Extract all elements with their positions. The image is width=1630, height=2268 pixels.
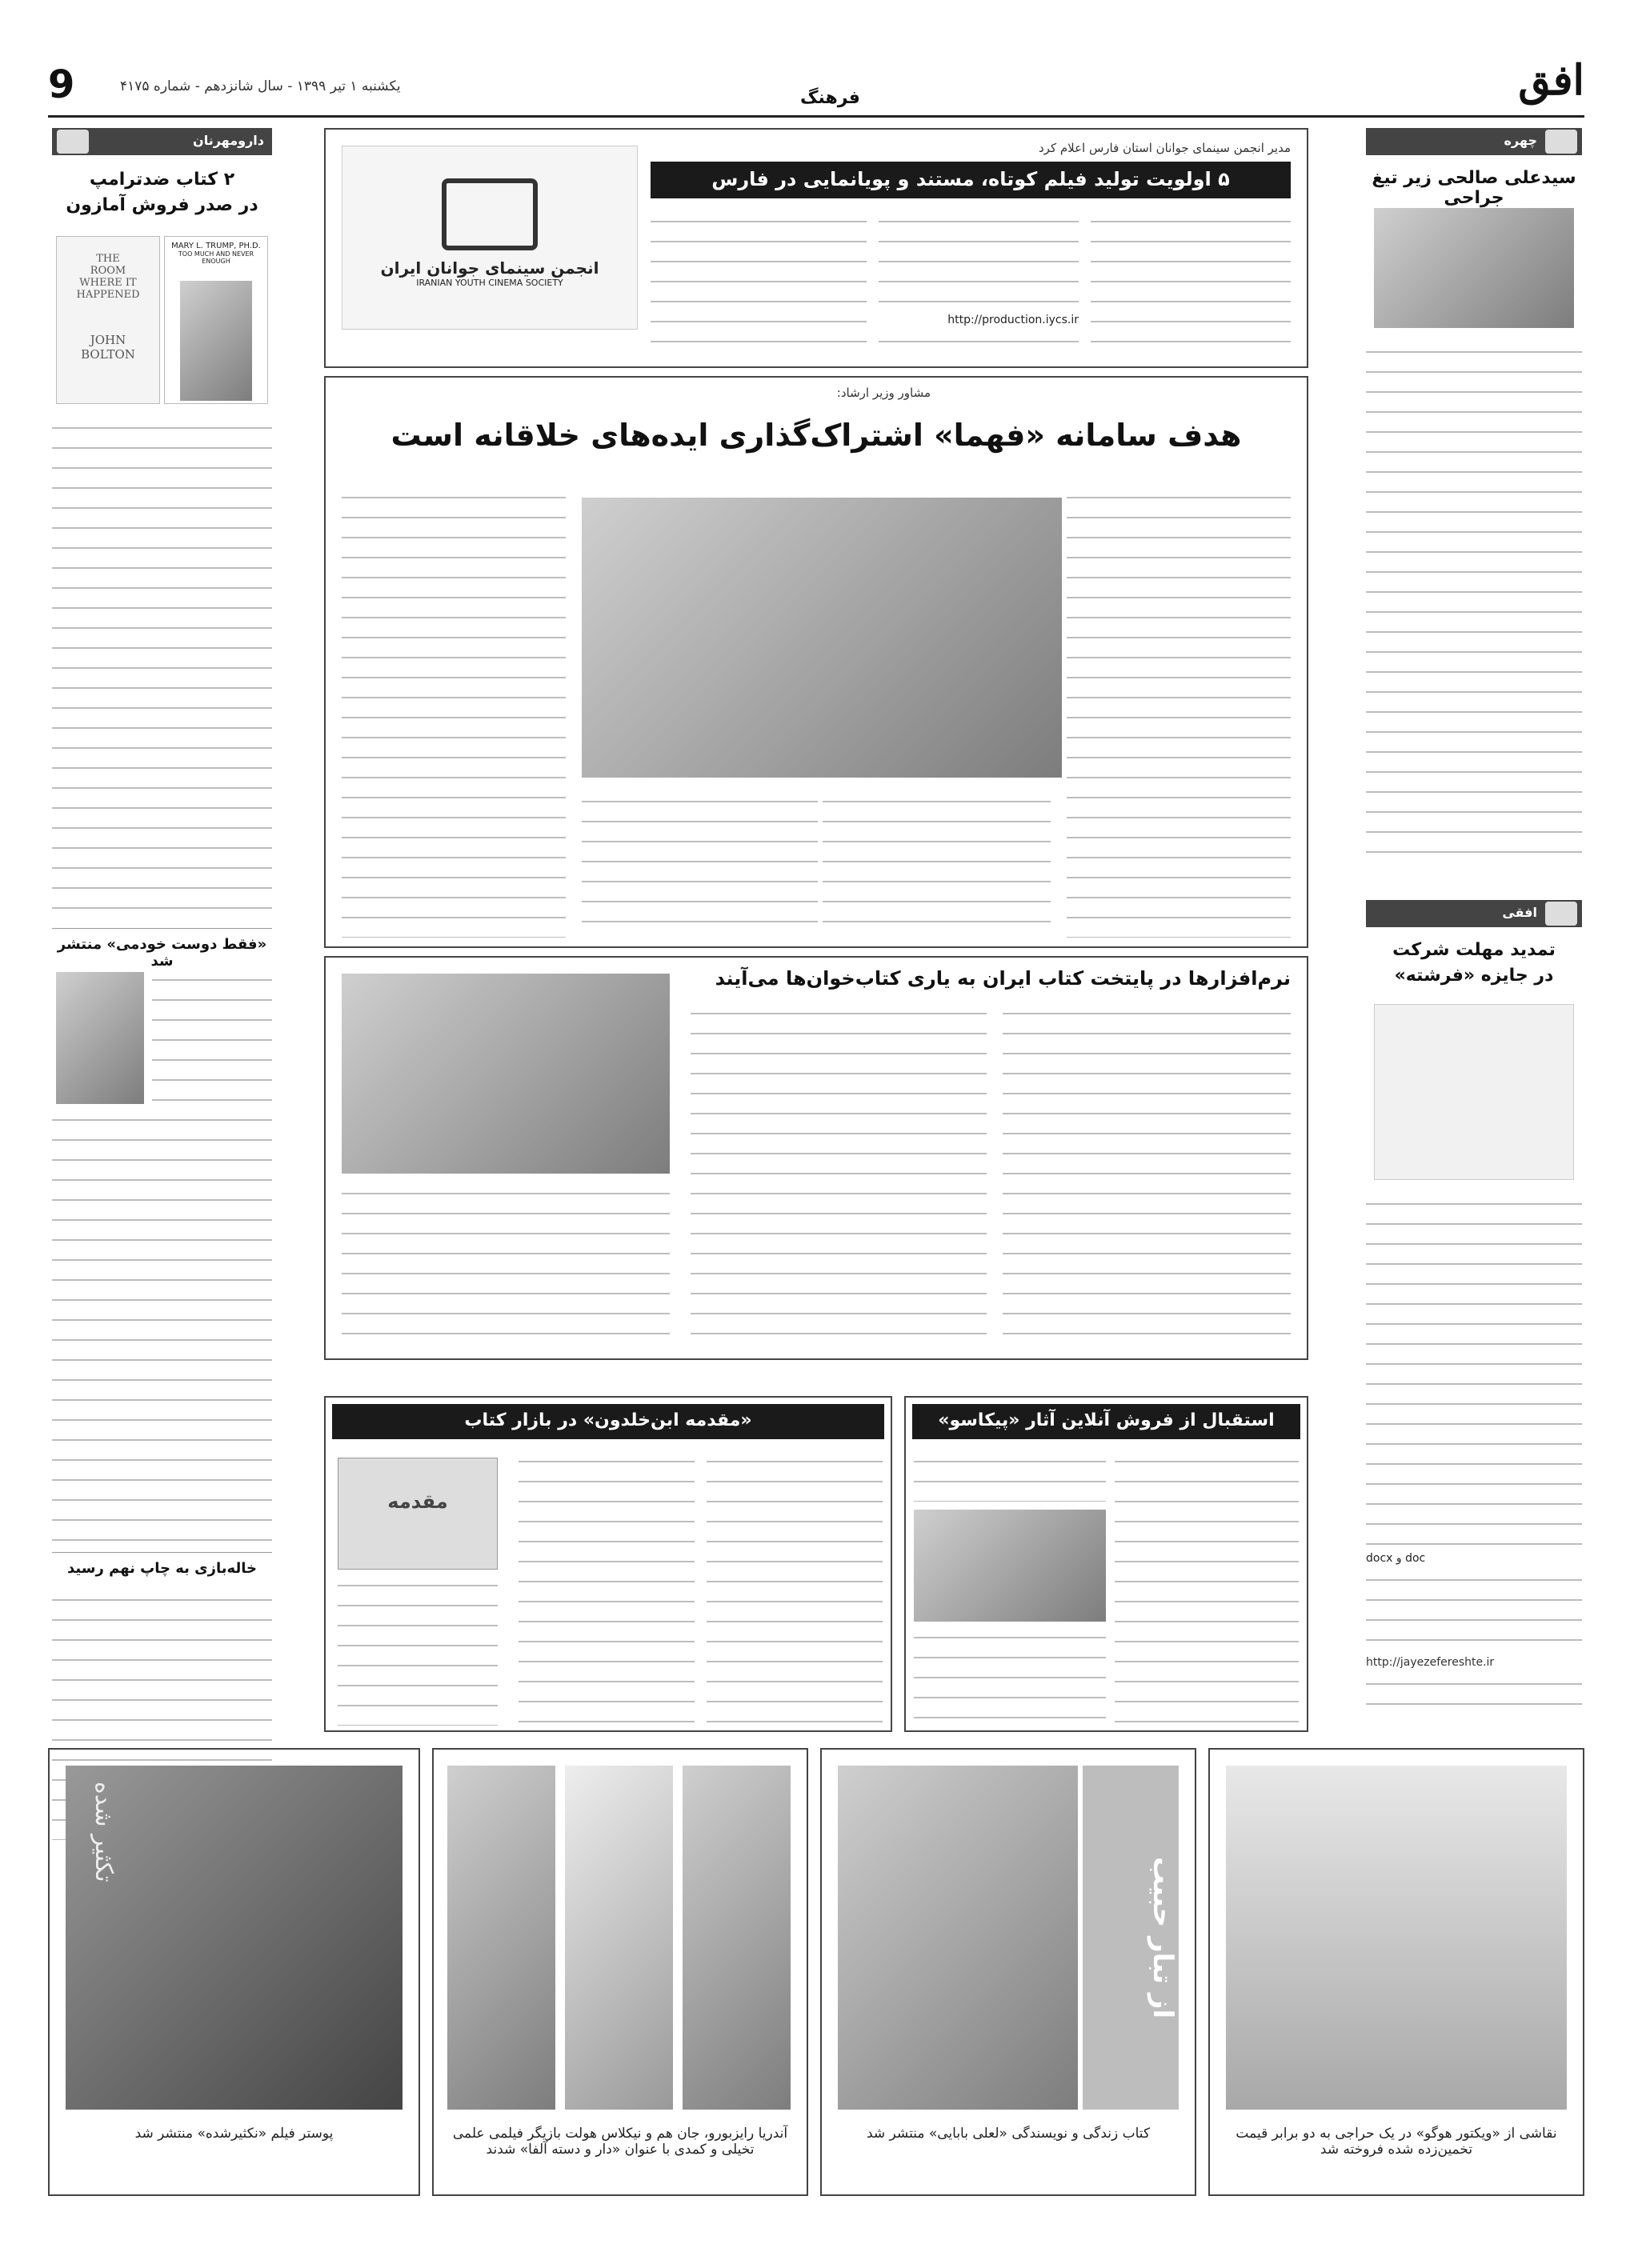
main-story-kicker: مشاور وزیر ارشاد:: [836, 386, 931, 400]
item2-book-cover: [56, 972, 144, 1104]
author-portrait: [838, 1766, 1078, 2110]
trump-book-cover: MARY L. TRUMP, PH.D. TOO MUCH AND NEVER ENOUGH: [164, 236, 268, 404]
software-story-body-1: [1003, 1006, 1291, 1350]
bottom-item: [820, 1748, 1196, 2196]
main-story-body-4: [582, 794, 818, 938]
ofogh-body-text-2: [1366, 1572, 1582, 1652]
khaldun-body-2: [519, 1454, 695, 1726]
section-title: فرهنگ: [800, 88, 860, 108]
ofogh-title-1: تمدید مهلت شرکت: [1392, 940, 1556, 960]
software-story: [324, 956, 1308, 1360]
ofogh-body-text-3: [1366, 1676, 1582, 1708]
software-story-title: نرم‌افزارها در پایتخت کتاب ایران به یاری کتاب‌خوان‌ها می‌آیند: [715, 967, 1291, 990]
picasso-body-1: [1115, 1454, 1299, 1726]
software-story-body-2: [691, 1006, 987, 1350]
main-story: [324, 376, 1308, 948]
top-story-url[interactable]: http://production.iycs.ir: [947, 314, 1079, 326]
item2-body-text: [52, 1112, 272, 1544]
top-story-kicker: مدیر انجمن سینمای جوانان استان فارس اعلام کرد: [1039, 141, 1291, 155]
main-story-title: هدف سامانه «فهما» اشتراک‌گذاری ایده‌های خلاقانه است: [390, 418, 1242, 453]
picasso-body-2: [914, 1454, 1106, 1502]
software-story-photo: [342, 974, 670, 1174]
khaldun-book-cover: مقدمه: [338, 1458, 498, 1570]
person-icon: [1545, 130, 1577, 154]
khaldun-body-3: [338, 1578, 498, 1726]
caption: کتاب زندگی و نویسندگی «لعلی بابایی» منتشر شد: [866, 2126, 1151, 2142]
ofogh-title-2: در جایزه «فرشته»: [1394, 966, 1554, 986]
main-story-body-1: [1067, 490, 1291, 938]
bottom-strip: [48, 1748, 1584, 2196]
caption: آندریا رایزبورو، جان هم و نیکلاس هولت بازیگر فیلمی علمی تخیلی و کمدی با عنوان «دار و دسته آلفا» شدند: [452, 2126, 788, 2158]
actor-photo-1: [683, 1766, 791, 2110]
ofogh-image: [1374, 1004, 1574, 1180]
bottom-item: [1208, 1748, 1584, 2196]
logo-box: انجمن سینمای جوانان ایران IRANIAN YOUTH CINEMA SOCIETY: [342, 146, 638, 330]
main-story-body-2: [342, 490, 566, 938]
profile-body-text: [1366, 344, 1582, 856]
item2-title: «فقط دوست خودمی» منتشر شد: [57, 936, 267, 970]
top-story-title: ۵ اولویت تولید فیلم کوتاه، مستند و پویانمایی در فارس: [651, 162, 1291, 198]
ofogh-formats: docx و doc: [1366, 1552, 1426, 1565]
profile-title: سیدعلی صالحی زیر تیغ جراحی: [1372, 168, 1576, 208]
column-label: افقی: [1366, 900, 1582, 927]
left-column: [52, 128, 272, 1724]
amazon-title-1: ۲ کتاب ضدترامپ: [89, 170, 235, 190]
ofogh-url[interactable]: http://jayezefereshte.ir: [1366, 1656, 1495, 1669]
main-story-photo: [582, 498, 1062, 778]
top-story-body-3: [651, 214, 867, 358]
khaldun-title: «مقدمه ابن‌خلدون» در بازار کتاب: [332, 1404, 884, 1439]
actor-photo-3: [447, 1766, 555, 2110]
book-icon: [57, 130, 89, 154]
bell-icon: [1545, 902, 1577, 926]
caption: پوستر فیلم «نکثیرشده» منتشر شد: [134, 2126, 334, 2142]
divider: [52, 928, 272, 929]
software-story-body-3: [342, 1186, 670, 1350]
movie-poster: تکثیر شده: [66, 1766, 402, 2110]
khaldun-story: [324, 1396, 892, 1732]
amazon-title-2: در صدر فروش آمازون: [66, 195, 258, 215]
film-logo-icon: [442, 178, 538, 250]
page-number: 9: [48, 62, 75, 107]
logo: افق: [1518, 56, 1584, 105]
bottom-item: [432, 1748, 808, 2196]
issue-line: یکشنبه ۱ تیر ۱۳۹۹ - سال شانزدهم - شماره ۴۱۷۵: [120, 78, 401, 94]
picasso-painting: [914, 1510, 1106, 1622]
right-column: [1366, 128, 1582, 860]
ofogh-body-text: [1366, 1196, 1582, 1548]
top-story-body-2: [879, 214, 1079, 310]
picasso-story: [904, 1396, 1308, 1732]
khaldun-body-1: [707, 1454, 883, 1726]
main-story-body-3: [823, 794, 1051, 938]
column-label: چهره: [1366, 128, 1582, 155]
right-column-ofogh: [1366, 900, 1582, 1708]
book-spine: از تبار حبیب: [1083, 1766, 1179, 2110]
caption: نقاشی از «ویکتور هوگو» در یک حراجی به دو برابر قیمت تخمین‌زده شده فروخته شد: [1236, 2126, 1557, 2158]
profile-photo: [1374, 208, 1574, 328]
divider: [52, 1552, 272, 1553]
masthead-rule: [48, 115, 1584, 118]
masthead: [48, 56, 1584, 120]
actor-photo-2: [565, 1766, 673, 2110]
top-story-body-1: [1091, 214, 1291, 358]
picasso-title: استقبال از فروش آنلاین آثار «پیکاسو»: [912, 1404, 1300, 1439]
column-label: دارومهرنان: [52, 128, 272, 155]
trump-portrait: [180, 281, 252, 401]
item3-title: خاله‌بازی به چاپ نهم رسید: [67, 1560, 257, 1577]
top-story: [324, 128, 1308, 368]
bolton-book-cover: THE ROOM WHERE IT HAPPENED JOHN BOLTON: [56, 236, 160, 404]
amazon-body-text: [52, 420, 272, 916]
bottom-item: [48, 1748, 420, 2196]
picasso-body-3: [914, 1630, 1106, 1726]
hugo-painting: [1226, 1766, 1567, 2110]
item2-body-text-side: [152, 972, 272, 1104]
top-story-body-2b: [879, 334, 1079, 358]
